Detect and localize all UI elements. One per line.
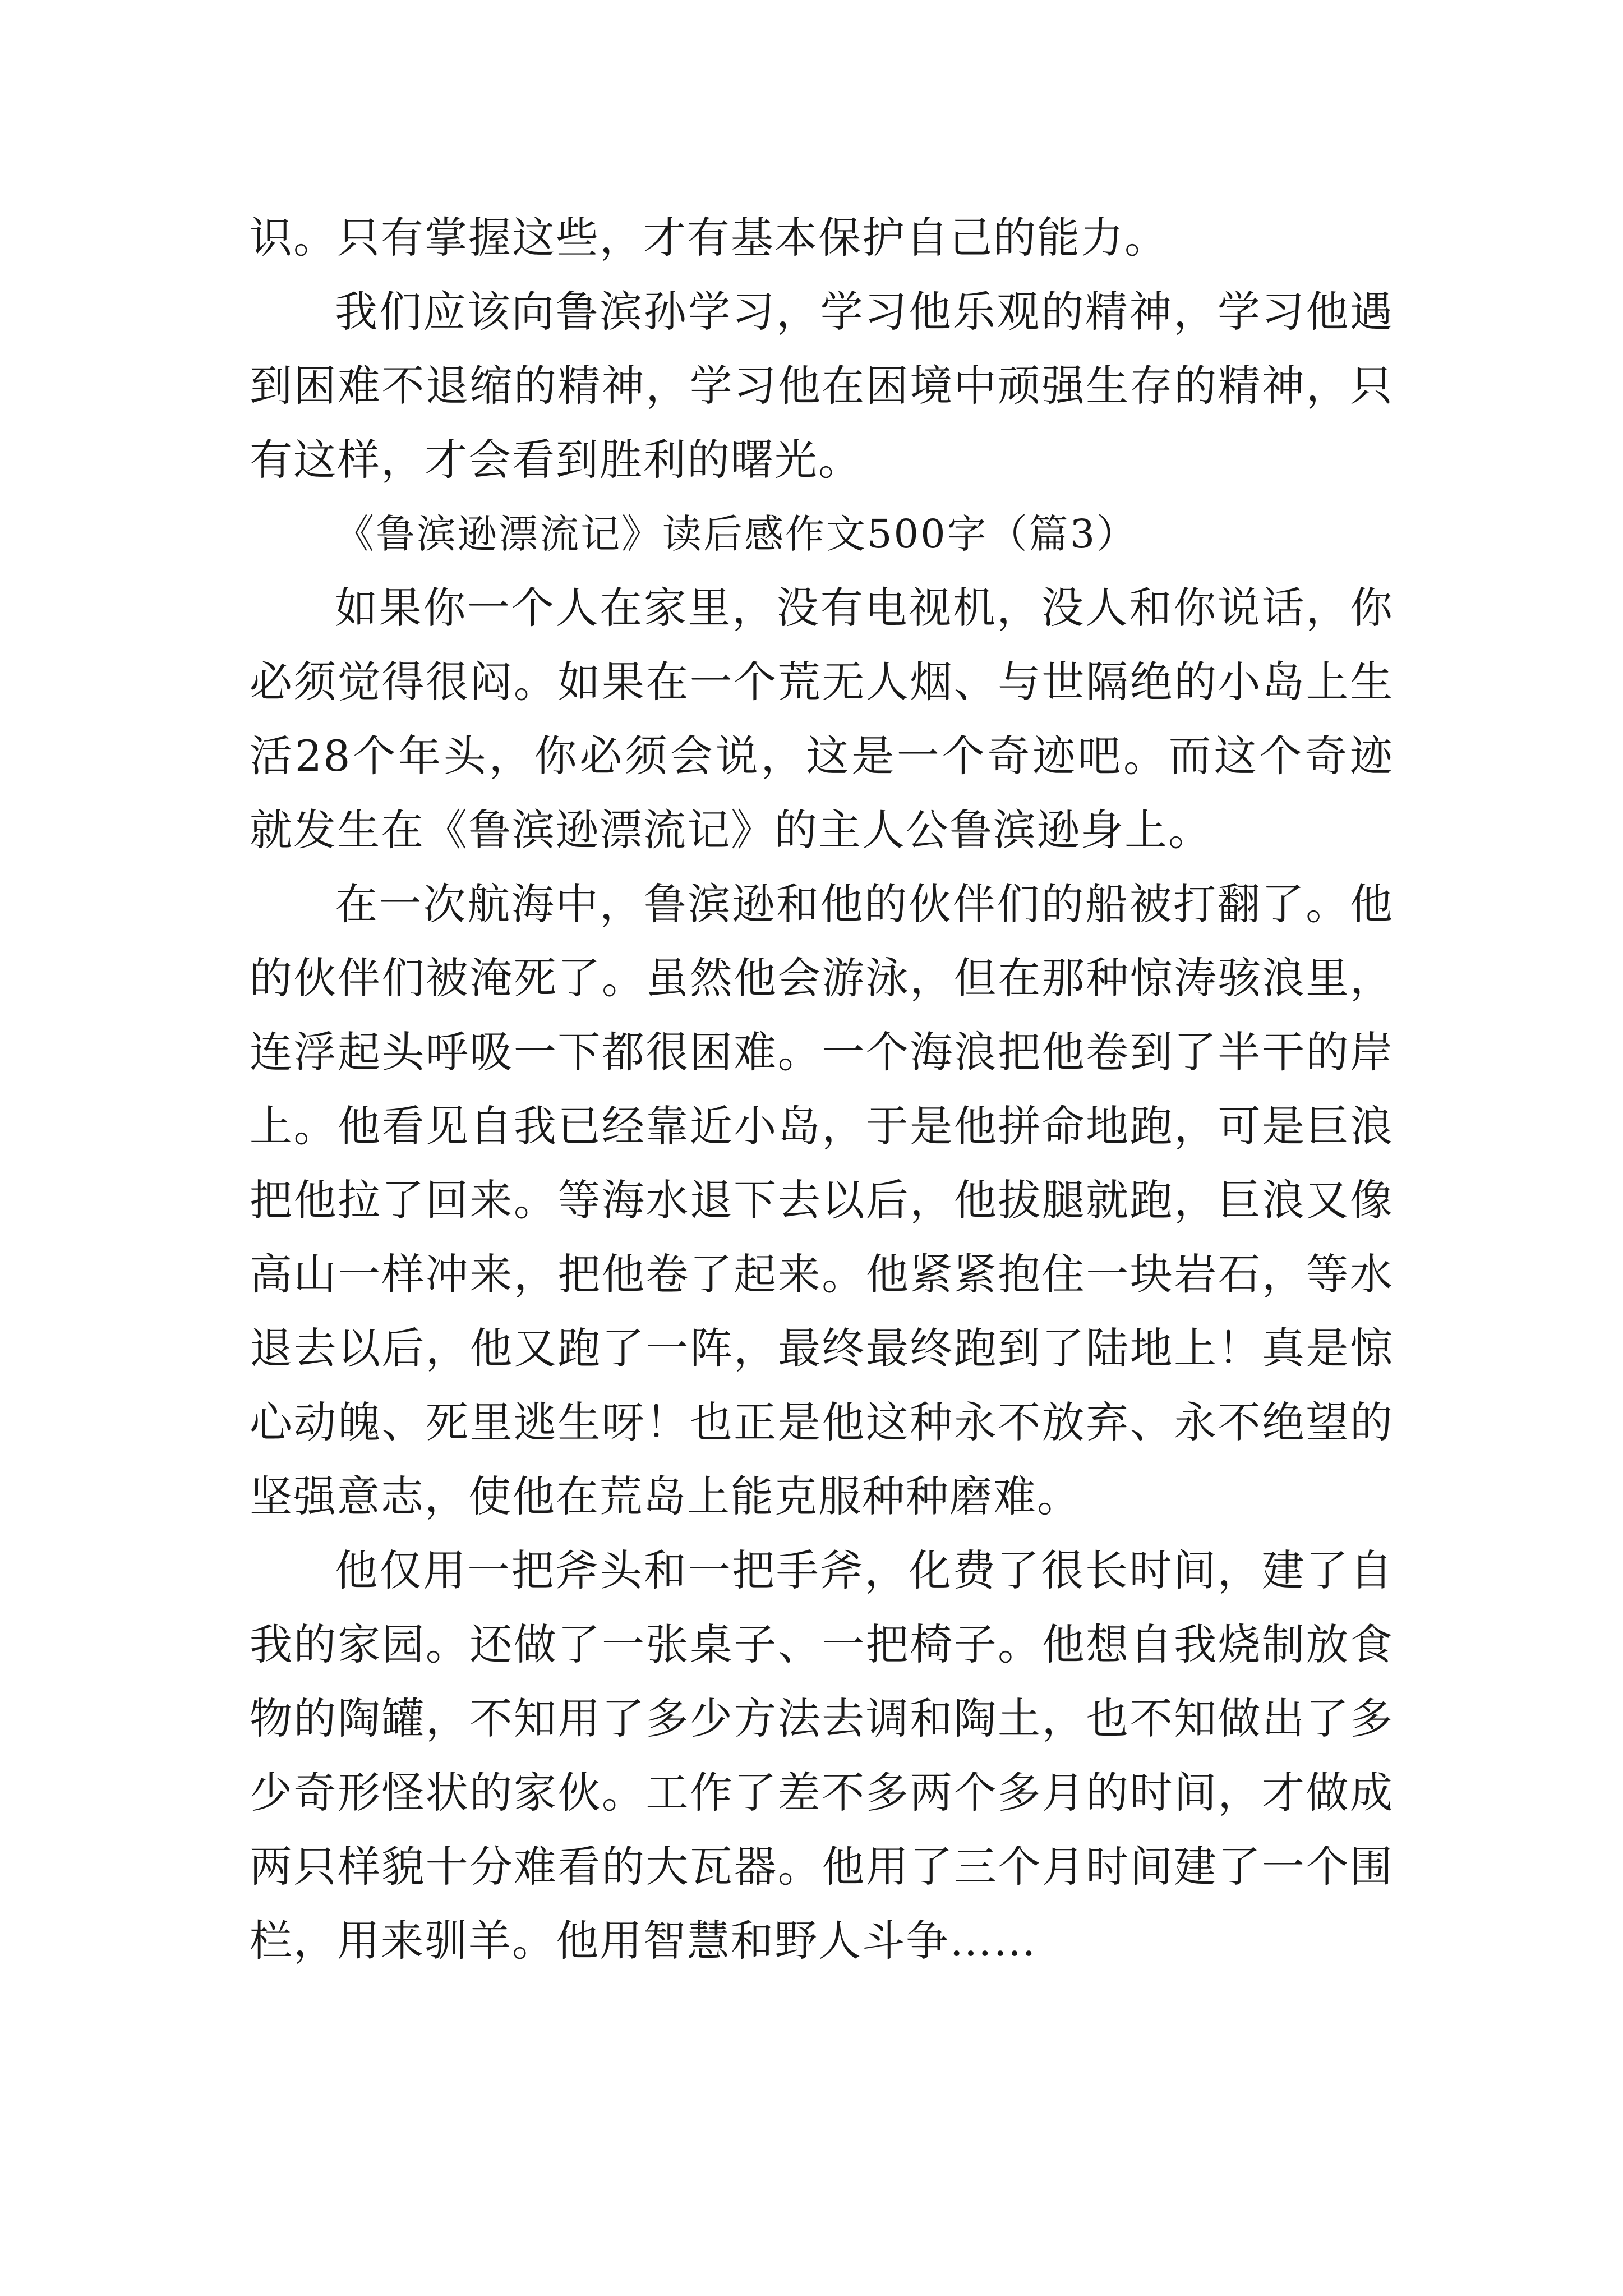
paragraph-building-home: 他仅用一把斧头和一把手斧，化费了很长时间，建了自我的家园。还做了一张桌子、一把椅子。他想自我烧制放食物的陶罐，不知用了多少方法去调和陶土，也不知做出了多少奇形怪状的家伙。工作了差不多两个多月的时间，才做成两只样貌十分难看的大瓦器。他用了三个月时间建了一个围栏，用来驯羊。他用智慧和野人斗争…… [250,1545,1394,1966]
section-heading: 《鲁滨逊漂流记》读后感作文500字（篇3） [335,511,1138,557]
document-body [250,201,1394,1978]
paragraph-intro: 如果你一个人在家里，没有电视机，没人和你说话，你必须觉得很闷。如果在一个荒无人烟、与世隔绝的小岛上生活28个年头，你必须会说，这是一个奇迹吧。而这个奇迹就发生在《鲁滨逊漂流记》的主人公鲁滨逊身上。 [250,583,1394,855]
paragraph-learn-from-robinson: 我们应该向鲁滨孙学习，学习他乐观的精神，学习他遇到困难不退缩的精神，学习他在困境中顽强生存的精神，只有这样，才会看到胜利的曙光。 [250,287,1394,485]
paragraph-shipwreck: 在一次航海中，鲁滨逊和他的伙伴们的船被打翻了。他的伙伴们被淹死了。虽然他会游泳，但在那种惊涛骇浪里，连浮起头呼吸一下都很困难。一个海浪把他卷到了半干的岸上。他看见自我已经靠近小岛，于是他拼命地跑，可是巨浪把他拉了回来。等海水退下去以后，他拔腿就跑，巨浪又像高山一样冲来，把他卷了起来。他紧紧抱住一块岩石，等水退去以后，他又跑了一阵，最终最终跑到了陆地上！真是惊心动魄、死里逃生呀！也正是他这种永不放弃、永不绝望的坚强意志，使他在荒岛上能克服种种磨难。 [250,879,1394,1521]
paragraph-continuation: 识。只有掌握这些，才有基本保护自己的能力。 [250,213,1168,263]
